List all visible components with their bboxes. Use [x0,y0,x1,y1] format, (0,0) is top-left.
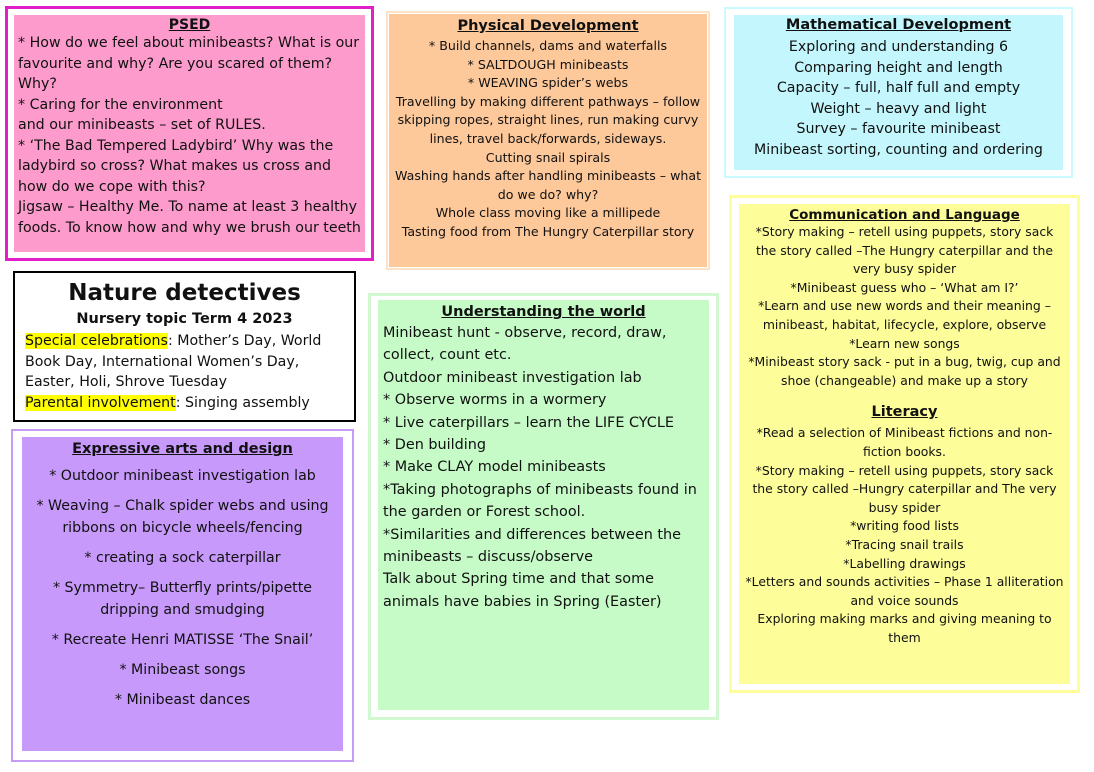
literacy-title: Literacy [871,404,938,421]
understanding-world-body [378,300,709,710]
physical-line: Washing hands after handling minibeasts – what do we do? why? [394,168,702,202]
communication-line: *Learn new songs [849,335,960,351]
physical-development-panel [386,11,710,270]
communication-literacy-body [739,204,1070,684]
literacy-line: *Read a selection of Minibeast fictions and non-fiction books. [756,425,1053,459]
celebrations-text: : Mother’s Day, World Book Day, International Women’s Day, Easter, Holi, Shrove Tuesday [25,333,322,390]
communication-literacy-panel [729,195,1080,693]
expressive-arts-title: Expressive arts and design [72,441,293,457]
understanding-line: Minibeast hunt - observe, record, draw, collect, count etc. [383,325,667,364]
literacy-line: *Letters and sounds activities – Phase 1 alliteration and voice sounds [745,574,1064,608]
literacy-line: Exploring making marks and giving meaning to them [757,611,1052,645]
psed-line: and our minibeasts – set of RULES. [18,117,266,133]
mathematical-development-body [734,15,1063,170]
understanding-world-title: Understanding the world [441,304,646,320]
celebrations-line [25,331,344,393]
understanding-line: Outdoor minibeast investigation lab [383,369,642,386]
psed-panel [5,6,374,261]
expressive-arts-body [22,437,343,751]
physical-line: Cutting snail spirals [485,149,611,165]
communication-line: *Learn and use new words and their meaning – minibeast, habitat, lifecycle, explore, observe [758,298,1051,332]
understanding-line: * Live caterpillars – learn the LIFE CYCLE [383,414,674,431]
maths-line: Minibeast sorting, counting and ordering [754,141,1043,158]
parental-line [25,393,344,414]
maths-line: Weight – heavy and light [810,100,987,117]
communication-line: *Minibeast guess who – ‘What am I?’ [790,279,1019,295]
maths-line: Exploring and understanding 6 [788,39,1009,55]
understanding-line: *Similarities and differences between the minibeasts – discuss/observe [383,526,682,566]
expressive-item: * Outdoor minibeast investigation lab [49,468,316,484]
understanding-world-panel [368,293,719,720]
expressive-item: * Symmetry– Butterfly prints/pipette dripping and smudging [52,580,313,618]
understanding-line: * Observe worms in a wormery [383,392,607,409]
physical-development-title: Physical Development [457,18,639,34]
topic-subtitle: Nursery topic Term 4 2023 [76,311,293,327]
literacy-line: *writing food lists [850,518,959,534]
physical-line: Travelling by making different pathways – follow skipping ropes, straight lines, run making curvy lines, travel back/forwards, sideways. [395,93,701,146]
physical-line: * WEAVING spider’s webs [467,75,629,91]
literacy-line: *Story making – retell using puppets, story sack the story called –Hungry caterpillar and The very busy spider [752,462,1057,515]
maths-line: Comparing height and length [794,59,1003,76]
understanding-line: Talk about Spring time and that some animals have babies in Spring (Easter) [383,571,662,610]
expressive-item: * creating a sock caterpillar [84,550,281,566]
literacy-line: *Tracing snail trails [845,536,964,552]
physical-line: Whole class moving like a millipede [435,205,661,221]
topic-title-panel [13,271,356,422]
mathematical-development-panel [724,7,1073,178]
psed-panel-body [14,15,365,252]
psed-line: * Caring for the environment [18,96,223,113]
psed-line: * How do we feel about minibeasts? What is our favourite and why? Are you scared of them? Why? [18,35,360,92]
understanding-line: *Taking photographs of minibeasts found in the garden or Forest school. [383,481,697,521]
topic-title: Nature detectives [68,280,301,306]
mathematical-development-title: Mathematical Development [785,17,1012,33]
parental-text: : Singing assembly [175,394,310,411]
maths-line: Capacity – full, half full and empty [776,80,1021,97]
expressive-item: * Minibeast dances [114,692,251,708]
communication-title: Communication and Language [789,207,1020,223]
parental-label: Parental involvement [25,394,176,411]
understanding-line: * Den building [383,437,487,454]
maths-line: Survey – favourite minibeast [796,121,1001,138]
physical-line: Tasting food from The Hungry Caterpillar story [401,223,695,239]
physical-line: * SALTDOUGH minibeasts [467,56,629,72]
expressive-item: * Minibeast songs [119,662,246,678]
communication-line: *Minibeast story sack - put in a bug, twig, cup and shoe (changeable) and make up a story [748,354,1061,388]
understanding-line: * Make CLAY model minibeasts [383,459,606,476]
physical-development-body [389,14,707,267]
physical-line: * Build channels, dams and waterfalls [428,38,668,53]
psed-line: * ‘The Bad Tempered Ladybird’ Why was the ladybird so cross? What makes us cross and how do we cope with this? [18,137,334,195]
communication-line: *Story making – retell using puppets, story sack the story called –The Hungry caterpillar and the very busy spider [755,224,1054,277]
expressive-item: * Weaving – Chalk spider webs and using ribbons on bicycle wheels/fencing [36,498,329,536]
celebrations-label: Special celebrations [25,333,168,349]
psed-title: PSED [168,17,211,33]
expressive-arts-panel [11,429,354,762]
expressive-item: * Recreate Henri MATISSE ‘The Snail’ [51,632,314,648]
literacy-line: *Labelling drawings [843,555,966,571]
psed-line: Jigsaw – Healthy Me. To name at least 3 healthy foods. To know how and why we brush our teeth [18,199,361,236]
